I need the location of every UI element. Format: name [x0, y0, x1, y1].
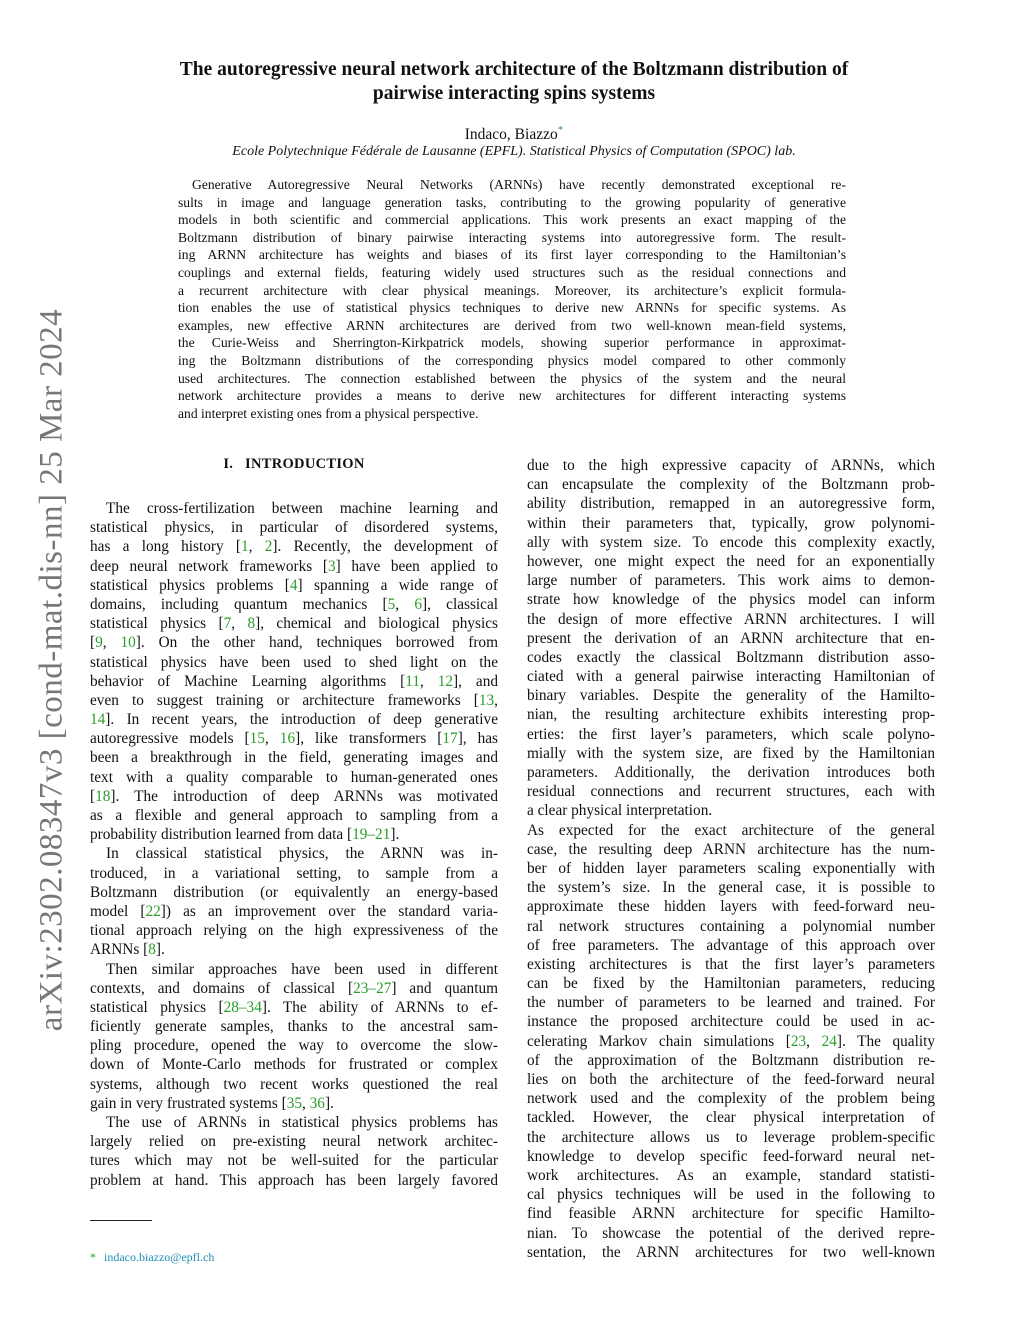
text-segment: , [494, 691, 498, 709]
abstract-line: and interpret existing ones from a physical perspective. [178, 405, 479, 421]
text-segment: been a breakthrough in the field, generating images and [90, 749, 498, 767]
text-line [90, 902, 498, 921]
text-segment: large number of parameters. This work aims to demon- [527, 572, 935, 590]
abstract-line: network architecture provides a means to derive new architectures for different interacting systems [178, 388, 846, 404]
text-line [527, 1147, 935, 1166]
text-segment: knowledge to develop specific feed-forward neural net- [527, 1147, 935, 1165]
text-segment: statistical physics [ [90, 998, 224, 1016]
footnote-rule [90, 1220, 152, 1221]
text-segment: As expected for the exact architecture of the general [527, 821, 935, 839]
text-line [90, 537, 498, 556]
text-line [90, 614, 498, 633]
text-segment: erties: the first layer’s parameters, which scale polyno- [527, 725, 935, 743]
text-line [527, 859, 935, 878]
text-line [90, 940, 498, 959]
arxiv-identifier [22, 300, 82, 1040]
text-line [90, 672, 498, 691]
left-column [90, 499, 498, 1190]
text-line [527, 744, 935, 763]
abstract-line: couplings and external fields, featuring widely used structures such as the residual connections and [178, 264, 846, 280]
text-segment: can encapsulate the complexity of the Boltzmann prob- [527, 476, 935, 494]
text-segment: ]. The introduction of deep ARNNs was motivated [110, 787, 498, 805]
abstract-line: tion enables the use of statistical physics techniques to derive new ARNNs for specific systems. As [178, 300, 846, 316]
text-line [527, 1012, 935, 1031]
text-line [90, 864, 498, 883]
text-segment: ], classical [422, 595, 498, 613]
text-segment: ally with system size. To encode this complexity exactly, [527, 533, 935, 551]
text-segment: tures which may not be well-suited for the particular [90, 1152, 498, 1170]
text-segment: mially with the system size, are fixed by the Hamiltonian [527, 744, 935, 762]
text-segment: [ [90, 787, 96, 805]
arxiv-id-text: arXiv:2302.08347v3 [cond-mat.dis-nn] 25 Mar 2024 [33, 308, 70, 1032]
text-segment: domains, including quantum mechanics [ [90, 595, 388, 613]
text-line [90, 883, 498, 902]
text-segment: problem at hand. This approach has been largely favored [90, 1171, 498, 1189]
citation-link[interactable]: 18 [95, 787, 111, 805]
citation-link[interactable]: 1 [241, 538, 249, 556]
text-segment: probability distribution learned from data [ [90, 826, 353, 844]
text-segment: existing architectures is that the first layer’s parameters [527, 955, 935, 973]
text-segment: the number of parameters to be learned and trained. For [527, 994, 935, 1012]
text-line [90, 1151, 498, 1170]
text-line [90, 1094, 498, 1113]
text-line [527, 494, 935, 513]
text-segment: ]. In recent years, the introduction of deep generative [105, 711, 498, 729]
title-line-1: The autoregressive neural network architecture of the Boltzmann distribution of [179, 59, 849, 80]
text-line [527, 1070, 935, 1089]
text-line [527, 1032, 935, 1051]
text-segment: a clear physical interpretation. [527, 802, 713, 820]
text-line [527, 705, 935, 724]
text-line [527, 590, 935, 609]
text-segment: ]. On the other hand, techniques borrowed from [135, 634, 498, 652]
text-line [527, 840, 935, 859]
text-segment: ]. The ability of ARNNs to ef- [261, 998, 498, 1016]
citation-link[interactable]: 36 [309, 1094, 325, 1112]
text-segment: text with a quality comparable to human-generated ones [90, 768, 498, 786]
text-segment: largely relied on pre-existing neural network architec- [90, 1133, 498, 1151]
text-line [527, 686, 935, 705]
text-line [90, 557, 498, 576]
text-segment: ]. Recently, the development of [272, 538, 498, 556]
citation-link[interactable]: 23–27 [353, 979, 392, 997]
text-segment: ]. [324, 1094, 334, 1112]
text-line [527, 725, 935, 744]
text-line [90, 825, 498, 844]
text-segment: , [419, 672, 438, 690]
text-line [90, 1113, 498, 1132]
text-line [90, 1132, 498, 1151]
citation-link[interactable]: 8 [148, 941, 156, 959]
text-line [527, 533, 935, 552]
text-segment: however, one might expect the need for an exponentially [527, 552, 935, 570]
text-line [90, 729, 498, 748]
text-segment: as a flexible and general approach to sampling from a [90, 807, 498, 824]
text-line [527, 993, 935, 1012]
author-footnote-mark[interactable]: * [557, 124, 564, 136]
citation-link[interactable]: 14 [90, 711, 106, 729]
text-line [527, 1128, 935, 1147]
citation-link[interactable]: 3 [327, 557, 336, 575]
text-segment: residual connections and recurrent structures, each with [527, 783, 935, 801]
footnote-mark: * [90, 1250, 96, 1264]
text-segment: gain in very frustrated systems [ [90, 1094, 287, 1112]
abstract-line: ing the Boltzmann distributions of the corresponding physics model compared to other commonly [178, 352, 846, 368]
text-segment: , [806, 1032, 822, 1050]
text-line [527, 1204, 935, 1223]
abstract-line: examples, new effective ARNN architectures are derived from two well-known mean-field systems, [178, 317, 846, 333]
citation-link[interactable]: 7 [223, 615, 232, 633]
text-segment: systems, although two recent works questioned the real [90, 1075, 498, 1093]
text-segment: Boltzmann distribution (or equivalently an energy-based [90, 883, 498, 901]
text-segment: ] and quantum [391, 979, 498, 997]
text-segment: ciated with a general pairwise interacting Hamiltonian of [527, 668, 935, 686]
text-segment: Then similar approaches have been used in different [106, 960, 498, 978]
text-line [527, 821, 935, 840]
text-segment: the system’s size. In the general case, it is possible to [527, 879, 935, 897]
text-segment: deep neural network frameworks [ [90, 557, 328, 575]
text-line [90, 787, 498, 806]
text-segment: ability distribution, remapped in an autoregressive form, [527, 495, 935, 513]
text-line [527, 1243, 935, 1262]
abstract-line: sults in image and language generation tasks, contributing to the growing popularity of generative [178, 194, 846, 210]
text-segment: of free parameters. The advantage of this approach over [527, 936, 935, 954]
text-line [90, 998, 498, 1017]
text-segment: instance the proposed architecture could be used in ac- [527, 1013, 935, 1031]
abstract [178, 176, 846, 422]
abstract-line: Boltzmann distribution of binary pairwise interacting systems into autoregressive form. The result- [178, 229, 846, 245]
citation-link[interactable]: 17 [442, 730, 458, 748]
text-line [90, 653, 498, 672]
text-segment: statistical physics have been used to shed light on the [90, 653, 498, 671]
text-segment: sentation, the ARNN architectures for two well-known [527, 1243, 935, 1261]
paper-title [90, 58, 938, 106]
text-segment: binary variables. Despite the generality of the Hamilto- [527, 687, 935, 705]
text-segment: ]. The quality [836, 1032, 935, 1050]
text-segment: ]) as an improvement over the standard varia- [160, 902, 498, 920]
section-heading-introduction [90, 456, 498, 473]
text-line [527, 955, 935, 974]
text-line [90, 595, 498, 614]
citation-link[interactable]: 22 [145, 902, 161, 920]
text-line [90, 979, 498, 998]
text-line [527, 1166, 935, 1185]
text-segment: of the approximation of the Boltzmann distribution re- [527, 1051, 935, 1069]
abstract-line: Generative Autoregressive Neural Networks (ARNNs) have recently demonstrated exceptional re- [192, 177, 846, 192]
text-line [90, 960, 498, 979]
text-line [527, 1089, 935, 1108]
text-segment: In classical statistical physics, the ARNN was in- [106, 845, 498, 863]
citation-link[interactable]: 35 [286, 1094, 302, 1112]
citation-link[interactable]: 11 [405, 672, 420, 690]
text-line [90, 691, 498, 710]
text-segment: cal physics techniques will be used in the following to [527, 1186, 935, 1204]
text-line [90, 518, 498, 537]
text-segment: ], and [453, 672, 498, 690]
text-segment: within their parameters that, typically, grow polynomi- [527, 514, 935, 532]
text-segment: ral network structures containing a polynomial number [527, 917, 935, 935]
text-segment: ARNNs [ [90, 941, 149, 959]
text-segment: troduced, in a variational setting, to sample from a [90, 864, 498, 882]
text-segment: can be fixed by the Hamiltonian parameters, reducing [527, 975, 935, 993]
text-segment: [ [90, 634, 96, 652]
text-segment: due to the high expressive capacity of ARNNs, which [527, 457, 935, 474]
text-line [527, 667, 935, 686]
text-line [90, 921, 498, 940]
text-segment: autoregressive models [ [90, 730, 250, 748]
author-names: Indaco, Biazzo [464, 126, 558, 144]
text-segment: contexts, and domains of classical [ [90, 979, 354, 997]
abstract-line: used architectures. The connection established between the physics of the system and the neural [178, 370, 846, 386]
text-segment: the architecture allows us to leverage problem-specific [527, 1128, 935, 1146]
text-segment: ] have been applied to [335, 557, 498, 575]
text-segment: nian. To showcase the potential of the derived repre- [527, 1224, 935, 1242]
text-line [527, 571, 935, 590]
text-segment: , [248, 538, 265, 556]
text-line [90, 499, 498, 518]
text-line [527, 897, 935, 916]
text-segment: nian, the resulting architecture exhibits interesting prop- [527, 706, 935, 724]
text-line [527, 475, 935, 494]
abstract-line: ing ARNN architecture has weights and biases of its first layer corresponding to the Hamiltonian’s [178, 247, 846, 263]
text-line [527, 936, 935, 955]
text-segment: tional approach relying on the high expressiveness of the [90, 922, 498, 940]
text-line [90, 844, 498, 863]
affiliation: Ecole Polytechnique Fédérale de Lausanne (EPFL). Statistical Physics of Computation (SPOC) lab. [232, 144, 796, 159]
text-segment: ]. [155, 941, 165, 959]
text-segment: approximate these hidden layers with feed-forward neu- [527, 898, 935, 916]
text-segment: ficiently generate samples, thanks to the ancestral sam- [90, 1018, 498, 1036]
text-segment: ], has [457, 730, 499, 748]
text-segment: lies on both the architecture of the feed-forward neural [527, 1071, 935, 1088]
text-segment: model [ [90, 902, 146, 920]
text-line [527, 456, 935, 475]
text-segment: statistical physics [ [90, 615, 224, 633]
text-segment: , [301, 1094, 310, 1112]
text-segment: ], chemical and biological physics [255, 615, 498, 633]
text-segment: parameters. Additionally, the derivation introduces both [527, 764, 935, 781]
text-line [90, 633, 498, 652]
text-line [90, 1017, 498, 1036]
text-line [90, 1075, 498, 1094]
text-segment: ] spanning a wide range of [297, 576, 498, 594]
text-segment: ]. [390, 826, 400, 844]
text-segment: work architectures. As an example, standard statisti- [527, 1166, 935, 1184]
citation-link[interactable]: 9 [95, 634, 103, 652]
text-line [527, 629, 935, 648]
citation-link[interactable]: 19–21 [352, 826, 391, 844]
text-line [527, 917, 935, 936]
section-number: I. [223, 456, 234, 472]
text-segment: codes exactly the classical Boltzmann distribution asso- [527, 648, 935, 666]
text-line [527, 782, 935, 801]
citation-link[interactable]: 12 [437, 672, 454, 690]
citation-link[interactable]: 2 [264, 538, 273, 556]
text-line [527, 514, 935, 533]
text-segment: The cross-fertilization between machine learning and [106, 500, 498, 517]
text-segment: celerating Markov chain simulations [ [527, 1032, 791, 1050]
citation-link[interactable]: 28–34 [223, 998, 262, 1016]
citation-link[interactable]: 13 [478, 691, 495, 709]
text-line [527, 1224, 935, 1243]
citation-link[interactable]: 16 [279, 730, 296, 748]
abstract-line: the Curie-Weiss and Sherrington-Kirkpatrick models, showing superior performance in approximat- [178, 335, 846, 351]
abstract-line: models in both scientific and commercial applications. This work presents an exact mapping of the [178, 212, 846, 228]
title-line-2: pairwise interacting spins systems [372, 83, 656, 104]
text-segment: down of Monte-Carlo methods for frustrated or complex [90, 1056, 498, 1074]
section-title: INTRODUCTION [245, 456, 365, 472]
footnote [90, 1250, 214, 1265]
text-segment: statistical physics problems [ [90, 576, 290, 594]
author-email-link[interactable]: indaco.biazzo@epfl.ch [104, 1250, 215, 1264]
text-segment: the design of more effective ARNN architectures. I will [527, 610, 935, 628]
text-segment: behavior of Machine Learning algorithms [ [90, 672, 406, 690]
text-line [527, 801, 935, 820]
text-line [527, 1051, 935, 1070]
text-line [527, 974, 935, 993]
authors [90, 124, 938, 144]
text-segment: network used and the complexity of the problem being [527, 1090, 935, 1108]
text-line [527, 878, 935, 897]
citation-link[interactable]: 10 [120, 634, 136, 652]
text-segment: , [102, 634, 121, 652]
text-segment: The use of ARNNs in statistical physics problems has [106, 1114, 498, 1131]
text-line [90, 576, 498, 595]
text-segment: ber of hidden layer parameters scaling exponentially with [527, 859, 935, 877]
text-segment: , [264, 730, 280, 748]
text-segment: , [231, 615, 248, 633]
text-segment: statistical physics, in particular of disordered systems, [90, 519, 498, 537]
citation-link[interactable]: 15 [249, 730, 265, 748]
text-line [527, 763, 935, 782]
text-line [90, 806, 498, 825]
abstract-line: a recurrent architecture with clear physical meanings. Moreover, its architecture’s explicit formula- [178, 282, 846, 298]
text-segment: has a long history [ [90, 538, 241, 556]
text-line [90, 1036, 498, 1055]
text-line [90, 768, 498, 787]
text-line [527, 648, 935, 667]
citation-link[interactable]: 6 [414, 595, 423, 613]
citation-link[interactable]: 8 [247, 615, 256, 633]
text-line [90, 1055, 498, 1074]
text-segment: even to suggest training or architecture frameworks [ [90, 691, 479, 709]
text-segment: ], like transformers [ [295, 730, 443, 748]
text-segment: find feasible ARNN architecture for specific Hamilto- [527, 1205, 935, 1223]
text-segment: present the derivation of an ARNN architecture that en- [527, 629, 935, 647]
text-line [527, 1185, 935, 1204]
text-segment: , [395, 595, 415, 613]
text-segment: strate how knowledge of the physics model can inform [527, 591, 935, 609]
text-line [90, 1171, 498, 1190]
citation-link[interactable]: 5 [387, 595, 396, 613]
text-line [527, 552, 935, 571]
text-segment: case, the resulting deep ARNN architecture has the num- [527, 840, 935, 858]
text-segment: pling procedure, opened the way to overcome the slow- [90, 1037, 498, 1055]
text-line [90, 748, 498, 767]
text-line [527, 610, 935, 629]
text-line [90, 710, 498, 729]
citation-link[interactable]: 24 [821, 1032, 837, 1050]
text-line [527, 1108, 935, 1127]
right-column [527, 456, 935, 1262]
citation-link[interactable]: 23 [790, 1032, 807, 1050]
citation-link[interactable]: 4 [289, 576, 298, 594]
text-segment: tackled. However, the clear physical interpretation of [527, 1109, 935, 1127]
